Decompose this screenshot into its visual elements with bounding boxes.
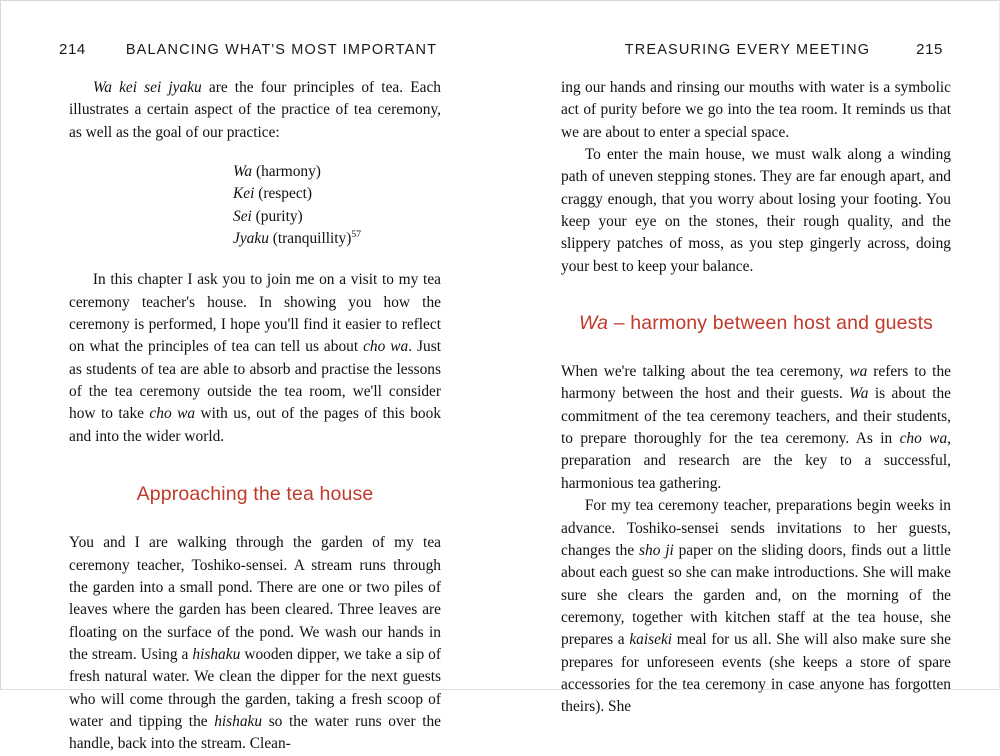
principle-item [233,183,441,205]
term-hishaku: hishaku [214,712,263,730]
term-kaiseki: kaiseki [629,631,673,649]
running-head-left [59,41,443,63]
spacer [561,336,951,361]
principle-gloss: (tranquillity) [268,230,352,248]
principle-term: Jyaku [233,230,269,248]
principle-gloss: (purity) [251,207,303,225]
spacer [69,507,441,532]
section-heading-wa-harmony [561,311,951,336]
running-head-right [559,41,943,63]
paragraph-wa-definition-c: is about the commitment of the tea ceremony teachers, and their students, to prepare thoroughly for the tea ceremony. As in [561,385,951,448]
principle-term: Sei [233,207,252,225]
principle-gloss: (harmony) [252,163,321,181]
principles-list [69,161,441,250]
paragraph-principles-intro-rest: are the four principles of tea. Each illustrates a certain aspect of the practice of tea ceremony, as well as the goal of our practice: [69,79,441,141]
paragraph-purification-continued: ing our hands and rinsing our mouths with water is a symbolic act of purity before we go into the tea room. It reminds us that we are about to enter a special space. [561,79,951,141]
principle-term: Kei [233,185,255,203]
paragraph-preparations-a: For my tea ceremony teacher, preparations begin weeks in advance. Toshiko-sensei sends invitations to her guests, changes the [561,497,951,559]
paragraph-stepping-stones: To enter the main house, we must walk along a winding path of uneven stepping stones. They are far enough apart, and craggy enough, that you worry about losing your footing. You keep your eye on the stones, their rough quality, and the slippery patches of moss, as you step gingerly across, doing your best to keep your balance. [561,146,951,275]
right-page [501,1,1000,716]
term-hishaku: hishaku [192,645,241,663]
running-head-title-left: BALANCING WHAT'S MOST IMPORTANT [125,42,438,58]
footnote-marker: 57 [351,228,361,240]
left-page [1,1,501,753]
term-cho-wa: cho wa [899,430,948,448]
running-head-title-right: TREASURING EVERY MEETING [624,42,871,58]
principle-term: Wa [233,163,253,181]
section-heading-approaching-tea-house: Approaching the tea house [136,483,374,506]
section-heading-rest: – harmony between host and guests [608,312,934,335]
paragraph-chapter-intro-c: with us, out of the pages of this book and into the wider world. [69,405,442,445]
paragraph-chapter-intro-b: . Just as students of tea are able to absorb and practise the lessons of the tea ceremony outside the tea room, we'll consider how to take [69,338,441,423]
principle-item [233,206,441,228]
term-wa: Wa [849,385,869,403]
spacer [561,278,951,311]
paragraph-garden-walk-a: You and I are walking through the garden of my tea ceremony teacher, Toshiko-sensei. A stream runs through the garden into a small pond. There are one or two piles of leaves where the garden has been cleared. Three leaves are floating on the surface of the pond. We wash our hands in the stream. Using a [69,534,441,663]
paragraph-wa-definition-d: , preparation and research are the key to a successful, harmonious tea gathering. [561,430,952,492]
paragraph-garden-walk-c: so the water runs over the handle, back into the stream. Clean- [69,712,441,753]
paragraph-principles-intro [69,77,441,144]
section-heading-term-wa: Wa [578,312,609,335]
spacer [69,250,441,269]
term-sho-ji: sho ji [639,541,674,559]
principle-item [233,161,441,183]
term-wa: wa [849,363,868,381]
left-text-block [69,77,441,756]
term-cho-wa: cho wa [149,405,196,423]
page-number-right: 215 [916,41,943,58]
principle-item [233,228,441,250]
paragraph-wa-definition-a: When we're talking about the tea ceremony, [561,363,850,381]
paragraph-chapter-intro-a: In this chapter I ask you to join me on a visit to my tea ceremony teacher's house. In showing you how the ceremony is performed, I hope you'll find it easier to reflect on what the principles of tea can tell us about [69,271,441,356]
principle-gloss: (respect) [254,185,313,203]
paragraph-wa-definition [561,361,951,495]
term-wa-kei-sei-jyaku: Wa kei sei jyaku [92,79,202,96]
paragraph-preparations [561,495,951,718]
paragraph-preparations-b: paper on the sliding doors, finds out a little about each guest so she can make introductions. She will make sure she clears the garden and, on the morning of the ceremony, together with kitchen staff at the tea house, she prepares a [561,541,951,649]
paragraph-chapter-intro [69,269,441,448]
paragraph-garden-walk [69,532,441,755]
term-cho-wa: cho wa [363,338,409,356]
page-number-left: 214 [59,41,86,58]
paragraph-garden-walk-b: wooden dipper, we take a sip of fresh natural water. We clean the dipper for the next guests who will come through the garden, taking a fresh scoop of water and tipping the [69,645,441,730]
paragraph-wa-definition-b: refers to the harmony between the host and their guests. [561,363,951,403]
right-text-block [561,77,951,719]
paragraph-preparations-c: meal for us all. She will also make sure she prepares for unforeseen events (she keeps a store of spare accessories for the tea ceremony in case anyone has forgotten theirs). She [561,631,951,716]
spacer [69,448,441,482]
